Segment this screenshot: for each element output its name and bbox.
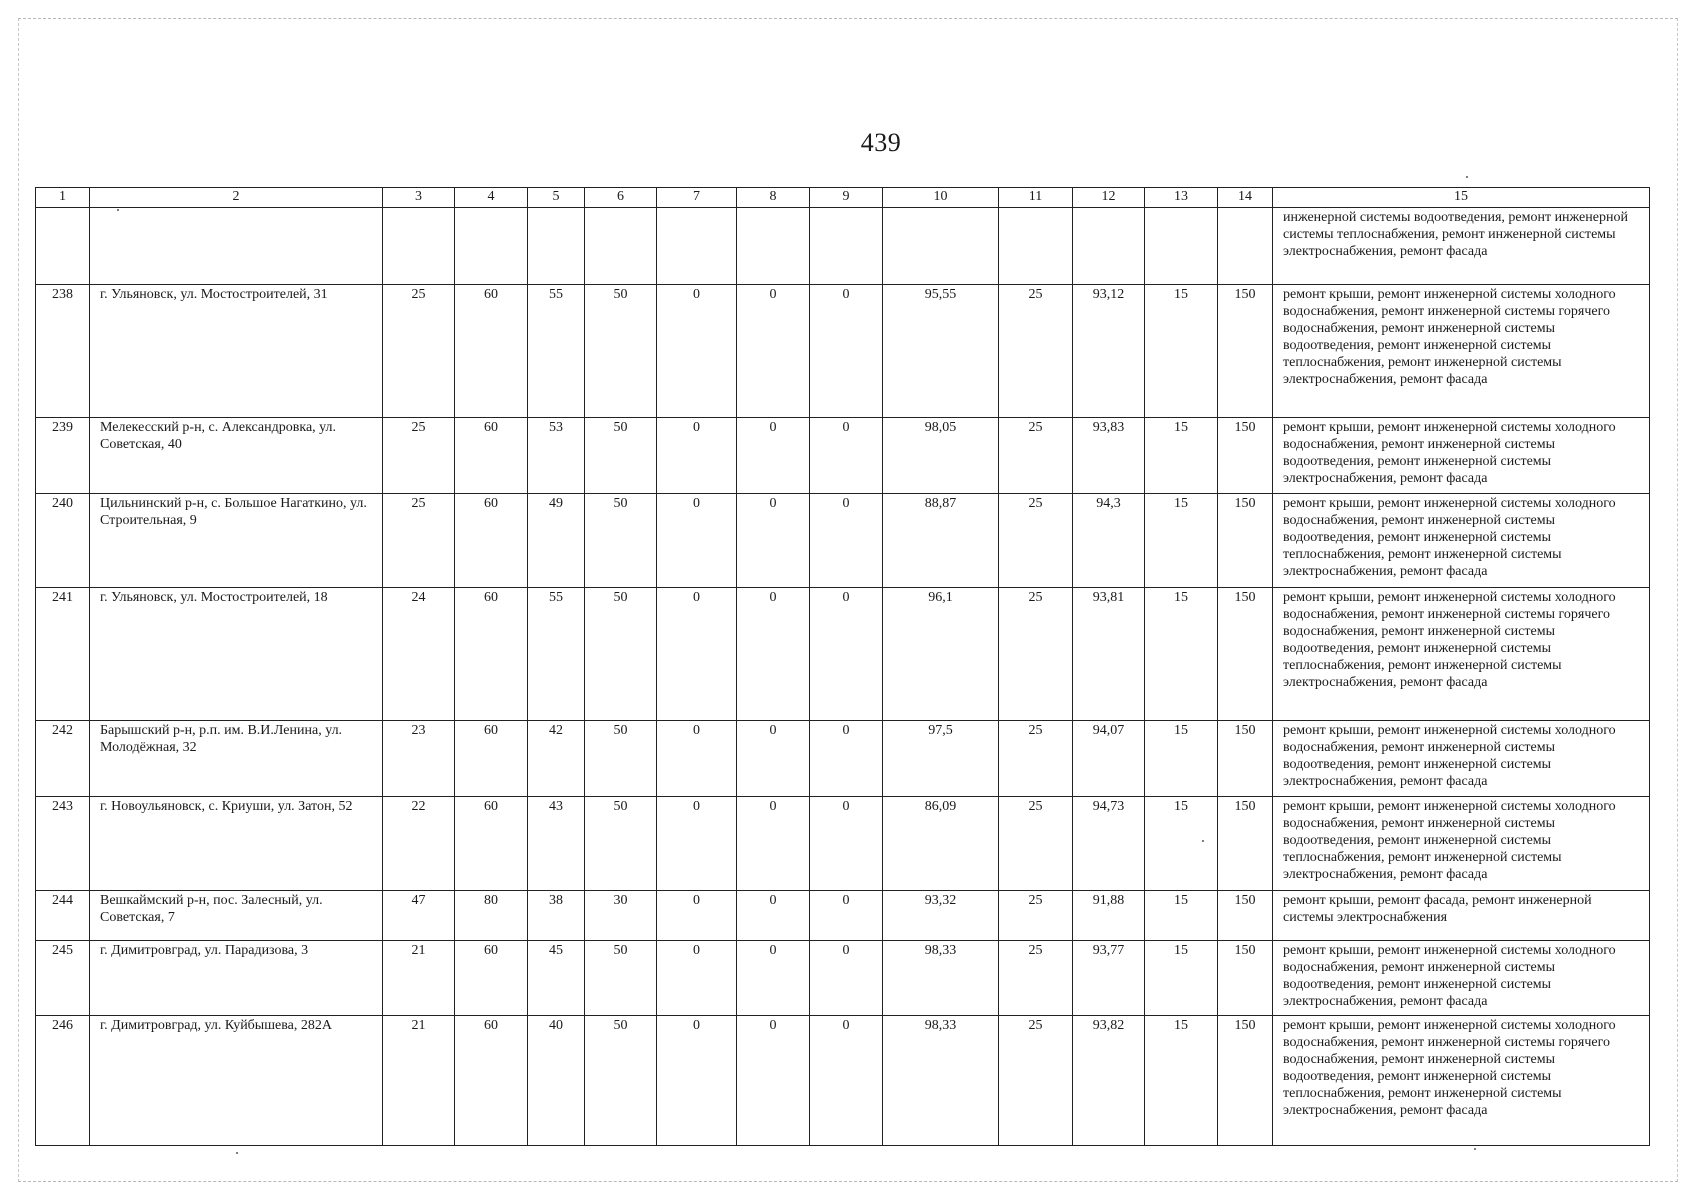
table-cell: 55	[528, 285, 585, 418]
table-cell	[36, 208, 90, 285]
address-cell: г. Димитровград, ул. Парадизова, 3	[90, 941, 383, 1016]
works-cell: ремонт крыши, ремонт инженерной системы холодного водоснабжения, ремонт инженерной системы горячего водоснабжения, ремонт инженерной системы водоотведения, ремонт инженерной системы теплоснабжения, ремонт инженерной системы электроснабжения, ремонт фасада	[1273, 1016, 1650, 1146]
housing-repair-table	[35, 187, 1650, 1146]
table-cell: 94,07	[1073, 721, 1145, 797]
works-cell: ремонт крыши, ремонт инженерной системы холодного водоснабжения, ремонт инженерной системы водоотведения, ремонт инженерной системы теплоснабжения, ремонт инженерной системы электроснабжения, ремонт фасада	[1273, 797, 1650, 891]
table-cell: 43	[528, 797, 585, 891]
table-row	[36, 285, 1650, 418]
table-cell: 42	[528, 721, 585, 797]
table-cell: 96,1	[883, 588, 999, 721]
table-cell: 25	[999, 588, 1073, 721]
table-cell: 0	[737, 891, 810, 941]
table-cell: 86,09	[883, 797, 999, 891]
table-cell	[737, 208, 810, 285]
table-cell: 60	[455, 418, 528, 494]
table-cell: 150	[1218, 941, 1273, 1016]
table-cell: 25	[383, 418, 455, 494]
table-cell: 97,5	[883, 721, 999, 797]
table-cell: 0	[737, 418, 810, 494]
col-header-5: 5	[528, 188, 585, 208]
table-cell: 98,33	[883, 941, 999, 1016]
col-header-4: 4	[455, 188, 528, 208]
table-cell: 150	[1218, 1016, 1273, 1146]
table-cell	[528, 208, 585, 285]
row-id: 246	[36, 1016, 90, 1146]
col-header-3: 3	[383, 188, 455, 208]
col-header-6: 6	[585, 188, 657, 208]
table-cell: 0	[810, 891, 883, 941]
table-cell: 40	[528, 1016, 585, 1146]
row-id: 243	[36, 797, 90, 891]
works-cell: инженерной системы водоотведения, ремонт инженерной системы теплоснабжения, ремонт инженерной системы электроснабжения, ремонт фасада	[1273, 208, 1650, 285]
table-cell: 60	[455, 588, 528, 721]
table-cell: 60	[455, 941, 528, 1016]
table-cell	[1218, 208, 1273, 285]
col-header-14: 14	[1218, 188, 1273, 208]
table-cell: 38	[528, 891, 585, 941]
table-cell: 50	[585, 285, 657, 418]
table-cell: 0	[810, 1016, 883, 1146]
table-cell: 25	[383, 494, 455, 588]
table-cell: 15	[1145, 797, 1218, 891]
table-cell: 50	[585, 941, 657, 1016]
scan-speck	[236, 1152, 238, 1154]
col-header-10: 10	[883, 188, 999, 208]
table-cell	[999, 208, 1073, 285]
table-row	[36, 797, 1650, 891]
table-cell: 0	[737, 285, 810, 418]
table-cell: 23	[383, 721, 455, 797]
table-cell: 24	[383, 588, 455, 721]
table-cell: 47	[383, 891, 455, 941]
table-cell: 0	[737, 494, 810, 588]
table-cell: 150	[1218, 797, 1273, 891]
table-cell: 0	[737, 1016, 810, 1146]
table-cell: 0	[657, 494, 737, 588]
table-cell: 93,12	[1073, 285, 1145, 418]
table-cell: 15	[1145, 1016, 1218, 1146]
table-cell: 15	[1145, 941, 1218, 1016]
col-header-11: 11	[999, 188, 1073, 208]
address-cell: г. Новоульяновск, с. Криуши, ул. Затон, 52	[90, 797, 383, 891]
table-row	[36, 494, 1650, 588]
table-cell: 25	[999, 494, 1073, 588]
works-cell: ремонт крыши, ремонт инженерной системы холодного водоснабжения, ремонт инженерной системы водоотведения, ремонт инженерной системы электроснабжения, ремонт фасада	[1273, 941, 1650, 1016]
table-cell: 150	[1218, 285, 1273, 418]
table-cell: 55	[528, 588, 585, 721]
table-cell: 0	[657, 891, 737, 941]
table-cell: 93,81	[1073, 588, 1145, 721]
table-cell: 60	[455, 1016, 528, 1146]
col-header-15: 15	[1273, 188, 1650, 208]
table-cell: 98,05	[883, 418, 999, 494]
table-cell: 50	[585, 1016, 657, 1146]
works-cell: ремонт крыши, ремонт фасада, ремонт инженерной системы электроснабжения	[1273, 891, 1650, 941]
address-cell: Вешкаймский р-н, пос. Залесный, ул. Советская, 7	[90, 891, 383, 941]
table-cell: 94,3	[1073, 494, 1145, 588]
table-cell: 21	[383, 941, 455, 1016]
table-cell	[455, 208, 528, 285]
table-cell: 53	[528, 418, 585, 494]
table-row	[36, 721, 1650, 797]
table-cell: 50	[585, 721, 657, 797]
table-cell: 0	[737, 588, 810, 721]
table-cell: 150	[1218, 494, 1273, 588]
table-cell: 93,77	[1073, 941, 1145, 1016]
table-cell: 150	[1218, 891, 1273, 941]
works-cell: ремонт крыши, ремонт инженерной системы холодного водоснабжения, ремонт инженерной системы горячего водоснабжения, ремонт инженерной системы водоотведения, ремонт инженерной системы теплоснабжения, ремонт инженерной системы электроснабжения, ремонт фасада	[1273, 285, 1650, 418]
table-cell: 50	[585, 588, 657, 721]
table-cell: 30	[585, 891, 657, 941]
table-cell: 93,82	[1073, 1016, 1145, 1146]
col-header-13: 13	[1145, 188, 1218, 208]
table-cell: 45	[528, 941, 585, 1016]
table-cell	[383, 208, 455, 285]
row-id: 241	[36, 588, 90, 721]
table-cell: 50	[585, 494, 657, 588]
col-header-9: 9	[810, 188, 883, 208]
col-header-2: 2	[90, 188, 383, 208]
table-row	[36, 1016, 1650, 1146]
table-cell: 0	[810, 721, 883, 797]
table-cell: 15	[1145, 588, 1218, 721]
col-header-12: 12	[1073, 188, 1145, 208]
table-cell: 15	[1145, 494, 1218, 588]
table-cell: 25	[999, 721, 1073, 797]
scan-speck	[117, 209, 119, 211]
table-cell: 0	[657, 721, 737, 797]
table-row	[36, 891, 1650, 941]
table-cell: 25	[999, 797, 1073, 891]
table-cell: 0	[657, 418, 737, 494]
works-cell: ремонт крыши, ремонт инженерной системы холодного водоснабжения, ремонт инженерной системы водоотведения, ремонт инженерной системы электроснабжения, ремонт фасада	[1273, 418, 1650, 494]
row-id: 245	[36, 941, 90, 1016]
table-cell: 0	[810, 418, 883, 494]
table-cell: 0	[810, 588, 883, 721]
table-cell: 25	[999, 285, 1073, 418]
page-number: 439	[860, 128, 902, 157]
row-id: 238	[36, 285, 90, 418]
table-cell: 94,73	[1073, 797, 1145, 891]
table-cell: 22	[383, 797, 455, 891]
table-cell: 60	[455, 285, 528, 418]
address-cell: Мелекесский р-н, с. Александровка, ул. Советская, 40	[90, 418, 383, 494]
table-cell: 0	[737, 721, 810, 797]
table-cell: 15	[1145, 285, 1218, 418]
scan-speck	[1474, 1148, 1476, 1150]
table-cell: 93,32	[883, 891, 999, 941]
table-cell: 15	[1145, 418, 1218, 494]
col-header-8: 8	[737, 188, 810, 208]
table-cell: 60	[455, 797, 528, 891]
table-cell: 21	[383, 1016, 455, 1146]
table-cell: 0	[810, 797, 883, 891]
table-cell: 88,87	[883, 494, 999, 588]
table-cell: 0	[810, 494, 883, 588]
table-row	[36, 418, 1650, 494]
table-cell: 98,33	[883, 1016, 999, 1146]
row-id: 242	[36, 721, 90, 797]
table-cell: 25	[999, 891, 1073, 941]
continuation-row	[36, 208, 1650, 285]
table-cell: 60	[455, 494, 528, 588]
address-cell: Барышский р-н, р.п. им. В.И.Ленина, ул. Молодёжная, 32	[90, 721, 383, 797]
table-cell: 15	[1145, 721, 1218, 797]
address-cell: г. Димитровград, ул. Куйбышева, 282А	[90, 1016, 383, 1146]
header-row	[36, 188, 1650, 208]
table-cell: 91,88	[1073, 891, 1145, 941]
table-cell	[90, 208, 383, 285]
table-cell: 49	[528, 494, 585, 588]
table-cell	[1145, 208, 1218, 285]
row-id: 240	[36, 494, 90, 588]
table-cell: 0	[657, 797, 737, 891]
table-cell: 0	[657, 1016, 737, 1146]
table-cell: 50	[585, 418, 657, 494]
table-cell	[585, 208, 657, 285]
table-cell: 0	[810, 941, 883, 1016]
table-cell	[1073, 208, 1145, 285]
col-header-7: 7	[657, 188, 737, 208]
table-cell: 80	[455, 891, 528, 941]
scan-speck	[1466, 176, 1468, 178]
table-cell: 0	[657, 588, 737, 721]
table-cell: 150	[1218, 721, 1273, 797]
table-cell: 0	[810, 285, 883, 418]
col-header-1: 1	[36, 188, 90, 208]
table-cell: 25	[383, 285, 455, 418]
works-cell: ремонт крыши, ремонт инженерной системы холодного водоснабжения, ремонт инженерной системы водоотведения, ремонт инженерной системы теплоснабжения, ремонт инженерной системы электроснабжения, ремонт фасада	[1273, 494, 1650, 588]
table-row	[36, 588, 1650, 721]
table-row	[36, 941, 1650, 1016]
works-cell: ремонт крыши, ремонт инженерной системы холодного водоснабжения, ремонт инженерной системы водоотведения, ремонт инженерной системы электроснабжения, ремонт фасада	[1273, 721, 1650, 797]
table-cell: 25	[999, 1016, 1073, 1146]
table-cell: 25	[999, 941, 1073, 1016]
table-cell: 0	[657, 285, 737, 418]
works-cell: ремонт крыши, ремонт инженерной системы холодного водоснабжения, ремонт инженерной системы горячего водоснабжения, ремонт инженерной системы водоотведения, ремонт инженерной системы теплоснабжения, ремонт инженерной системы электроснабжения, ремонт фасада	[1273, 588, 1650, 721]
row-id: 239	[36, 418, 90, 494]
table-cell: 60	[455, 721, 528, 797]
scan-speck	[1202, 840, 1204, 842]
address-cell: г. Ульяновск, ул. Мостостроителей, 18	[90, 588, 383, 721]
address-cell: г. Ульяновск, ул. Мостостроителей, 31	[90, 285, 383, 418]
table-cell: 150	[1218, 588, 1273, 721]
table-cell: 0	[657, 941, 737, 1016]
table-cell: 50	[585, 797, 657, 891]
row-id: 244	[36, 891, 90, 941]
table-cell	[810, 208, 883, 285]
table-cell	[657, 208, 737, 285]
table-cell: 150	[1218, 418, 1273, 494]
table-cell	[883, 208, 999, 285]
address-cell: Цильнинский р-н, с. Большое Нагаткино, ул. Строительная, 9	[90, 494, 383, 588]
table-cell: 95,55	[883, 285, 999, 418]
table-cell: 15	[1145, 891, 1218, 941]
table-cell: 0	[737, 797, 810, 891]
table-cell: 0	[737, 941, 810, 1016]
table-cell: 93,83	[1073, 418, 1145, 494]
table-cell: 25	[999, 418, 1073, 494]
